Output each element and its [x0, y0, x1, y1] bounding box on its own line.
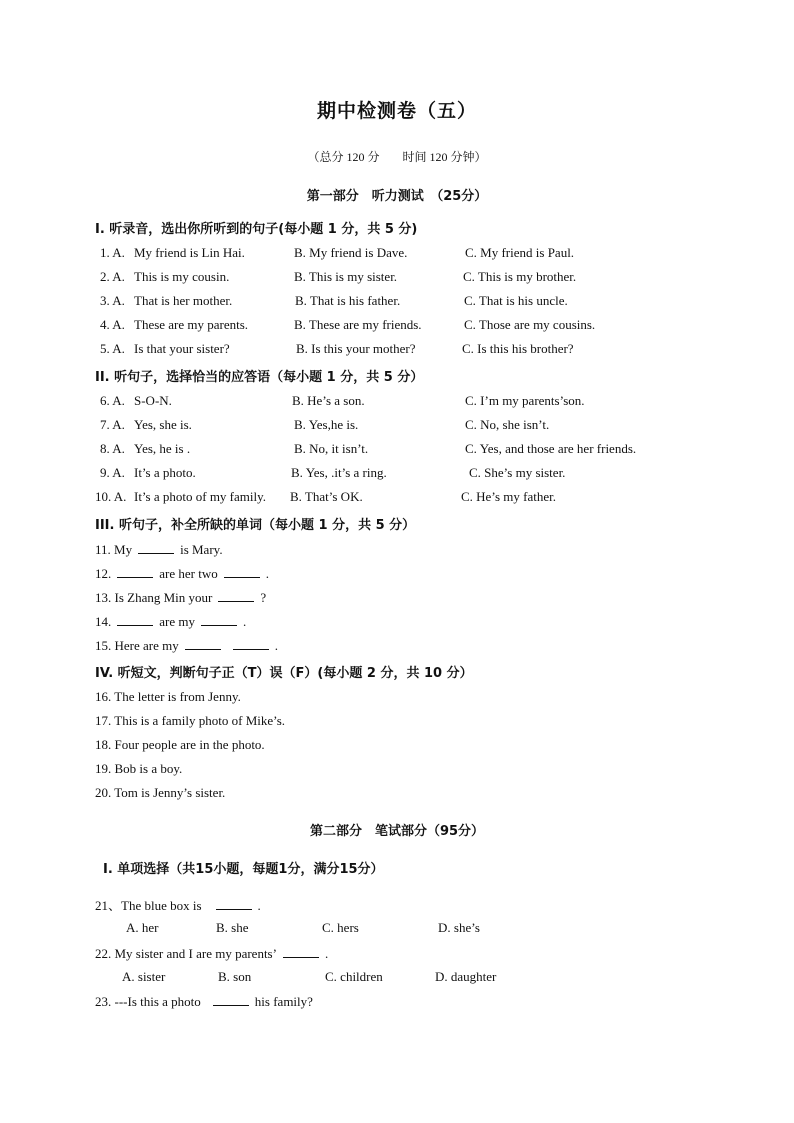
option-b: B. son	[218, 969, 252, 984]
q-number: 6. A.	[100, 393, 125, 408]
option-b: B. Is this your mother?	[296, 341, 416, 356]
answer-blank[interactable]	[185, 637, 221, 650]
answer-blank[interactable]	[201, 613, 237, 626]
option-c: C. No, she isn’t.	[465, 417, 550, 432]
text: ?	[260, 590, 267, 605]
part2-title: 第二部分 笔试部分（95分）	[309, 824, 485, 839]
text: .	[257, 898, 261, 913]
text: 11. My	[95, 542, 133, 557]
question-row	[0, 489, 794, 509]
option-b: B. This is my sister.	[294, 269, 398, 284]
option-a: A. sister	[122, 969, 166, 984]
part1-title: 第一部分 听力测试 （25分）	[306, 189, 488, 204]
option-a: Is that your sister?	[134, 341, 230, 356]
option-c: C. Those are my cousins.	[464, 317, 596, 332]
text: .	[242, 614, 247, 629]
text: .	[265, 566, 269, 581]
question-text: 21、The blue box is	[95, 898, 202, 913]
question-row	[0, 393, 794, 413]
option-b: B. He’s a son.	[292, 393, 365, 408]
fill-blank-line	[95, 589, 266, 606]
section3-title: III. 听句子，补全所缺的单词（每小题 1 分，共 5 分）	[95, 518, 416, 533]
option-c: C. Yes, and those are her friends.	[465, 441, 637, 456]
question-21	[95, 895, 261, 914]
option-b: B. No, it isn’t.	[294, 441, 369, 456]
question-row	[0, 441, 794, 461]
text: 13. Is Zhang Min your	[95, 590, 213, 605]
exam-title: 期中检测卷（五）	[316, 100, 477, 122]
text: his family?	[254, 994, 313, 1009]
option-c: C. My friend is Paul.	[465, 245, 575, 260]
answer-blank[interactable]	[213, 993, 249, 1006]
question-row	[0, 269, 794, 289]
statement-line: 19. Bob is a boy.	[95, 761, 183, 776]
question-row	[0, 417, 794, 437]
option-a: These are my parents.	[134, 317, 249, 332]
part2-section1-title: I. 单项选择（共15小题，每题1分，满分15分）	[103, 862, 384, 877]
text: 12.	[95, 566, 112, 581]
option-b: B. That’s OK.	[290, 489, 363, 504]
statement-line: 20. Tom is Jenny’s sister.	[95, 785, 226, 800]
question-text: 22. My sister and I are my parents’	[95, 946, 277, 961]
option-a: My friend is Lin Hai.	[134, 245, 245, 260]
option-c: C. children	[325, 969, 383, 984]
answer-blank[interactable]	[233, 637, 269, 650]
question-row	[0, 465, 794, 485]
option-b: B. Yes,he is.	[294, 417, 359, 432]
option-a: It’s a photo.	[134, 465, 196, 480]
question-22	[95, 945, 328, 962]
option-c: C. That is his uncle.	[464, 293, 568, 308]
q-number: 5. A.	[100, 341, 125, 356]
q-number: 8. A.	[100, 441, 125, 456]
fill-blank-line	[95, 541, 223, 558]
question-row	[0, 245, 794, 265]
statement-line: 18. Four people are in the photo.	[95, 737, 265, 752]
question-23	[95, 993, 313, 1010]
section4-title: IV. 听短文，判断句子正（T）误（F）(每小题 2 分，共 10 分）	[95, 666, 473, 681]
text: are my	[159, 614, 195, 629]
option-a: Yes, she is.	[134, 417, 192, 432]
option-c: C. hers	[322, 920, 359, 935]
text: .	[324, 946, 329, 961]
answer-blank[interactable]	[218, 589, 254, 602]
fill-blank-line	[95, 637, 278, 654]
q-number: 3. A.	[100, 293, 125, 308]
option-d: D. she’s	[438, 920, 480, 935]
q-number: 2. A.	[100, 269, 125, 284]
q-number: 9. A.	[100, 465, 125, 480]
section2-title: II. 听句子，选择恰当的应答语（每小题 1 分，共 5 分）	[95, 370, 424, 385]
option-a: S-O-N.	[134, 393, 172, 408]
question-row	[0, 293, 794, 313]
option-a: A. her	[126, 920, 159, 935]
exam-subtitle	[0, 148, 794, 165]
option-c: C. This is my brother.	[463, 269, 577, 284]
total-score: （总分 120 分	[307, 150, 380, 164]
q-number: 7. A.	[100, 417, 125, 432]
answer-blank[interactable]	[224, 565, 260, 578]
option-a: This is my cousin.	[134, 269, 230, 284]
text: is Mary.	[180, 542, 223, 557]
text: .	[274, 638, 278, 653]
option-b: B. Yes, .it’s a ring.	[291, 465, 387, 480]
option-c: C. I’m my parents’son.	[465, 393, 585, 408]
text: are her two	[159, 566, 218, 581]
option-b: B. That is his father.	[295, 293, 401, 308]
answer-blank[interactable]	[117, 613, 153, 626]
option-a: That is her mother.	[134, 293, 233, 308]
option-b: B. My friend is Dave.	[294, 245, 408, 260]
answer-blank[interactable]	[117, 565, 153, 578]
question-text: 23. ---Is this a photo	[95, 994, 201, 1009]
q-number: 4. A.	[100, 317, 125, 332]
option-c: C. She’s my sister.	[469, 465, 566, 480]
option-d: D. daughter	[435, 969, 497, 984]
option-b: B. These are my friends.	[294, 317, 422, 332]
option-c: C. Is this his brother?	[462, 341, 574, 356]
question-row	[0, 341, 794, 361]
q-number: 1. A.	[100, 245, 125, 260]
fill-blank-line	[95, 565, 269, 582]
fill-blank-line	[95, 613, 246, 630]
answer-blank[interactable]	[138, 541, 174, 554]
text: 15. Here are my	[95, 638, 179, 653]
statement-line: 17. This is a family photo of Mike’s.	[95, 713, 286, 728]
text: 14.	[95, 614, 112, 629]
q-number: 10. A.	[95, 489, 127, 504]
option-a: Yes, he is .	[134, 441, 191, 456]
section1-title: I. 听录音，选出你所听到的句子(每小题 1 分，共 5 分)	[95, 222, 418, 237]
answer-blank[interactable]	[216, 897, 252, 910]
statement-line: 16. The letter is from Jenny.	[95, 689, 241, 704]
answer-blank[interactable]	[283, 945, 319, 958]
option-c: C. He’s my father.	[461, 489, 556, 504]
option-a: It’s a photo of my family.	[134, 489, 267, 504]
time-limit: 时间 120 分钟）	[402, 150, 487, 164]
options-row	[0, 920, 794, 940]
question-row	[0, 317, 794, 337]
options-row	[0, 969, 794, 989]
option-b: B. she	[216, 920, 249, 935]
